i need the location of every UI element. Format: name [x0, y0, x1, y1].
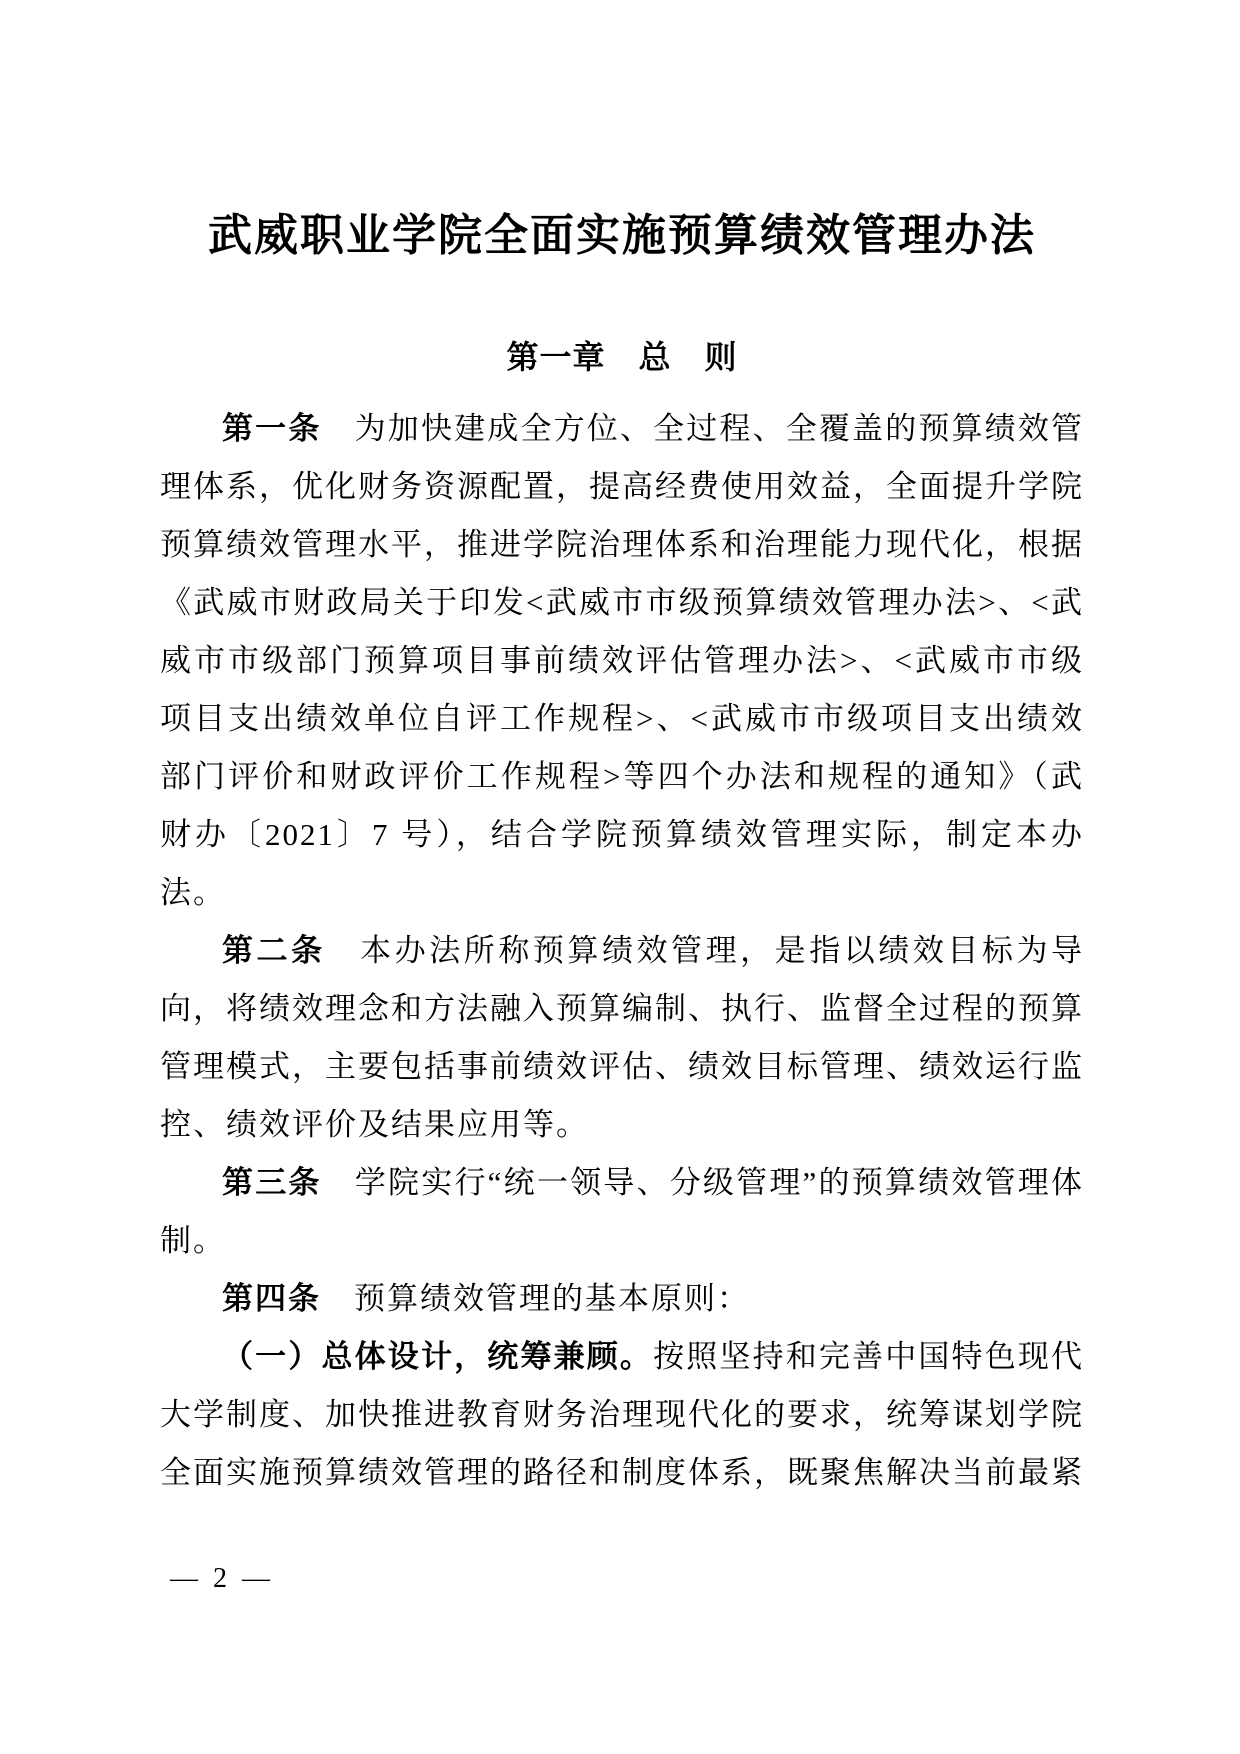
document-title: 武威职业学院全面实施预算绩效管理办法: [208, 211, 1036, 260]
page-number: — 2 —: [170, 1563, 274, 1594]
item-1-label: （一）总体设计，统筹兼顾。: [222, 1339, 654, 1374]
article-3-label: 第三条: [222, 1165, 355, 1200]
paragraph-item-1: [160, 1328, 1084, 1502]
article-2-label: 第二条: [222, 933, 361, 968]
paragraph-article-4: [160, 1270, 1084, 1328]
document-body: [160, 400, 1084, 1502]
paragraph-article-2: [160, 922, 1084, 1154]
paragraph-article-3: [160, 1154, 1084, 1270]
article-4-text: 预算绩效管理的基本原则：: [354, 1281, 750, 1316]
article-2-text: 本办法所称预算绩效管理，是指以绩效目标为导向，将绩效理念和方法融入预算编制、执行、监督全过程的预算管理模式，主要包括事前绩效评估、绩效目标管理、绩效运行监控、绩效评价及结果应用等。: [160, 933, 1085, 1142]
article-1-label: 第一条: [222, 411, 355, 446]
article-1-text: 为加快建成全方位、全过程、全覆盖的预算绩效管理体系，优化财务资源配置，提高经费使用效益，全面提升学院预算绩效管理水平，推进学院治理体系和治理能力现代化，根据《武威市财政局关于印发<武威市市级预算绩效管理办法>、<武威市市级部门预算项目事前绩效评估管理办法>、<武威市市级项目支出绩效单位自评工作规程>、<武威市市级项目支出绩效部门评价和财政评价工作规程>等四个办法和规程的通知》（武财办〔2021〕7 号），结合学院预算绩效管理实际，制定本办法。: [160, 411, 1084, 910]
article-3-text: 学院实行“统一领导、分级管理”的预算绩效管理体制。: [160, 1165, 1084, 1258]
article-4-label: 第四条: [222, 1281, 354, 1316]
paragraph-article-1: [160, 400, 1084, 922]
chapter-heading: 第一章 总 则: [506, 339, 738, 375]
item-1-text: 按照坚持和完善中国特色现代大学制度、加快推进教育财务治理现代化的要求，统筹谋划学院全面实施预算绩效管理的路径和制度体系，既聚焦解决当前最紧: [160, 1339, 1085, 1490]
